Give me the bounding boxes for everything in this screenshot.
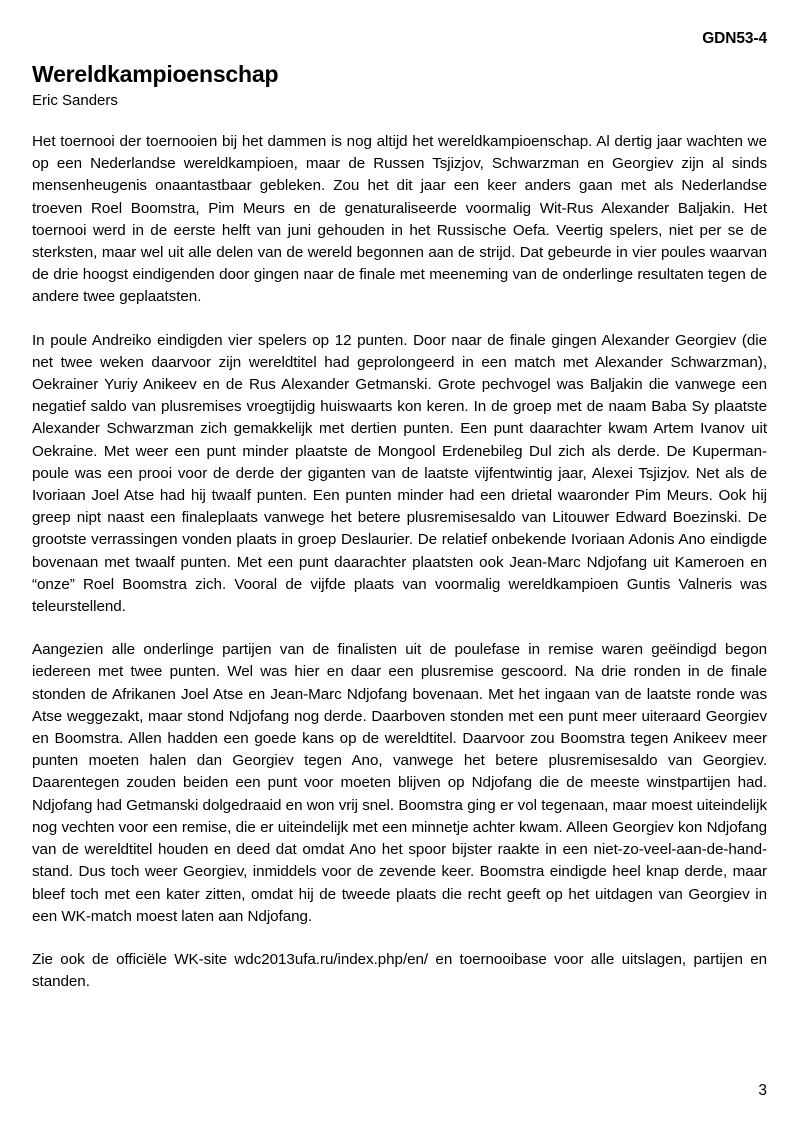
page-number: 3 (758, 1081, 767, 1099)
page-title: Wereldkampioenschap (32, 61, 279, 87)
paragraph: In poule Andreiko eindigden vier spelers op 12 punten. Door naar de finale gingen Alexander Georgiev (die net twee weken daarvoor zijn wereldtitel had geprolongeerd in een match met Alexander Schwarzman), Oekrainer Yuriy Anikeev en de Rus Alexander Getmanski. Grote pechvogel was Baljakin die vanwege een negatief saldo van plusremises vroegtijdig huiswaarts kon keren. In de groep met de naam Baba Sy plaatste Alexander Schwarzman zich gemakkelijk met dertien punten. Een punt daarachter kwam Artem Ivanov uit Oekraine. Met weer een punt minder plaatste de Mongool Erdenebileg Dul zich als derde. De Kuperman-poule was een prooi voor de derde der giganten van de laatste vijfentwintig jaar, Alexei Tsjizjov. Net als de Ivoriaan Joel Atse had hij twaalf punten. Een punten minder had een drietal waaronder Pim Meurs. Ook hij greep nipt naast een finaleplaats vanwege het betere plusremisesaldo van Litouwer Edward Boezinski. De grootste verrassingen vonden plaats in groep Deslaurier. De relatief onbekende Ivoriaan Adonis Ano eindigde bovenaan met twaalf punten. Met een punt daarachter plaatsten ook Jean-Marc Ndjofang uit Kameroen en “onze” Roel Boomstra zich. Vooral de vijfde plaats van voormalig wereldkampioen Guntis Valneris was teleurstellend. (32, 331, 767, 616)
article-body (32, 131, 767, 993)
document-header-code: GDN53-4 (702, 30, 767, 47)
paragraph: Aangezien alle onderlinge partijen van de finalisten uit de poulefase in remise waren geëindigd begon iedereen met twee punten. Wel was hier en daar een plusremise gescoord. Na drie ronden in de finale stonden de Afrikanen Joel Atse en Jean-Marc Ndjofang bovenaan. Met het ingaan van de laatste ronde was Atse weggezakt, maar stond Ndjofang nog derde. Daarboven stonden met een punt meer uiteraard Georgiev en Boomstra. Allen hadden een goede kans op de wereldtitel. Daarvoor zou Boomstra tegen Anikeev meer punten moeten halen dan Georgiev tegen Ano, vanwege het betere plusremisesaldo van Georgiev. Daarentegen zouden beiden een punt voor moeten blijven op Ndjofang die de meeste winstpartijen had. Ndjofang had Getmanski dolgedraaid en won vrij snel. Boomstra ging er vol tegenaan, maar moest uiteindelijk nog vechten voor een remise, die er uiteindelijk met een minnetje achter kwam. Alleen Georgiev kon Ndjofang van de wereldtitel houden en deed dat omdat Ano het spoor bijster raakte in een niet-zo-veel-aan-de-hand-stand. Dus toch weer Georgiev, inmiddels voor de zevende keer. Boomstra eindigde heel knap derde, maar bleef toch met een kater zitten, omdat hij de tweede plaats die recht geeft op het uitdagen van Georgiev in een WK-match moest laten aan Ndjofang. (32, 641, 767, 925)
paragraph: Het toernooi der toernooien bij het dammen is nog altijd het wereldkampioenschap. Al dertig jaar wachten we op een Nederlandse wereldkampioen, maar de Russen Tsjizjov, Schwarzman en Georgiev zijn al sinds mensenheugenis onaantastbaar gebleken. Zou het dit jaar een keer anders gaan met als Nederlandse troeven Roel Boomstra, Pim Meurs en de genaturaliseerde voormalig Wit-Rus Alexander Baljakin. Het toernooi werd in de eerste helft van juni gehouden in het Russische Oefa. Veertig spelers, niet per se de sterksten, maar wel uit alle delen van de wereld begonnen aan de strijd. Dat gebeurde in vier poules waarvan de drie hoogst eindigenden door gingen naar de finale met meeneming van de onderlinge resultaten tegen de andere twee geplaatsten. (32, 133, 767, 306)
paragraph: Zie ook de officiële WK-site wdc2013ufa.ru/index.php/en/ en toernooibase voor alle uitslagen, partijen en standen. (32, 950, 767, 991)
author-byline: Eric Sanders (32, 92, 118, 109)
